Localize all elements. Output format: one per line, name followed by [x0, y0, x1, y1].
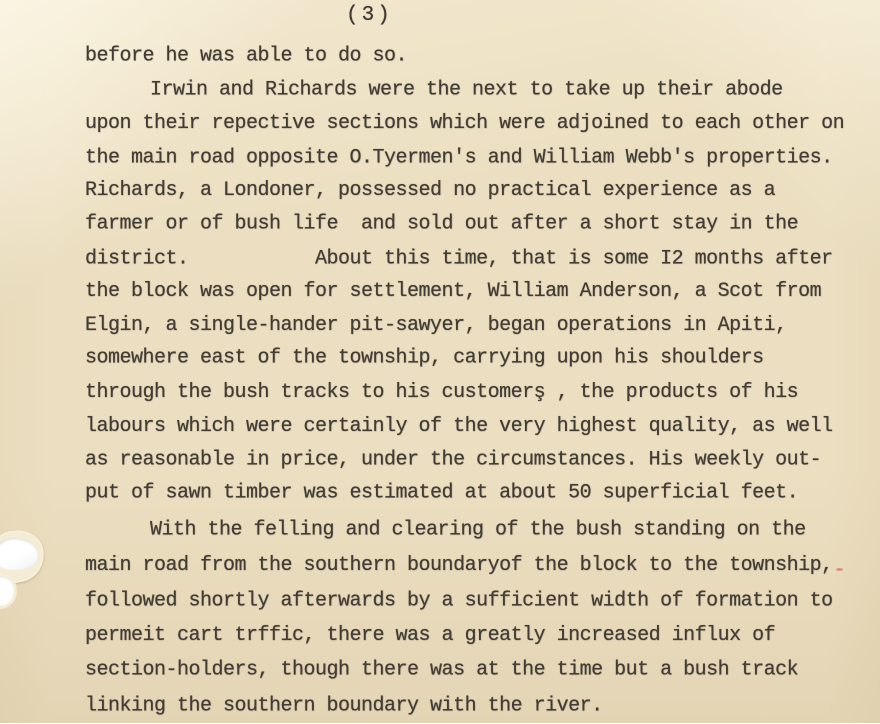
- paragraph: [85, 74, 865, 511]
- text-line: followed shortly afterwards by a sufficient width of formation to: [85, 589, 833, 613]
- text-line: farmer or of bush life and sold out after a short stay in the: [85, 212, 799, 236]
- red-ink-smudge: [836, 568, 843, 571]
- text-line: district. About this time, that is some I2 months after: [85, 247, 833, 271]
- text-line: before he was able to do so.: [85, 44, 408, 68]
- text-line: Elgin, a single-hander pit-sawyer, began operations in Apiti,: [85, 313, 787, 337]
- paragraph: [85, 513, 865, 723]
- text-line: as reasonable in price, under the circumstances. His weekly out-: [85, 448, 822, 472]
- paragraph: [85, 40, 865, 74]
- text-line: put of sawn timber was estimated at about 50 superficial feet.: [85, 481, 799, 505]
- text-line: Irwin and Richards were the next to take up their abode: [150, 78, 783, 102]
- text-line: labours which were certainly of the very highest quality, as well: [85, 414, 833, 438]
- page-number: (3): [346, 4, 393, 27]
- text-line: somewhere east of the township, carrying upon his shoulders: [85, 346, 764, 370]
- text-line: linking the southern boundary with the river.: [85, 694, 603, 718]
- text-line: permeit cart trffic, there was a greatly increased influx of: [85, 624, 776, 648]
- paper-tear: [0, 524, 50, 614]
- text-line: Richards, a Londoner, possessed no practical experience as a: [85, 179, 776, 203]
- text-line: section-holders, though there was at the time but a bush track: [85, 658, 799, 682]
- text-line: upon their repective sections which were adjoined to each other on: [85, 112, 845, 136]
- text-line: the main road opposite O.Tyermen's and William Webb's properties.: [85, 146, 833, 170]
- typewritten-text: [85, 40, 865, 723]
- text-line: main road from the southern boundaryof the block to the township,: [85, 554, 833, 578]
- text-line: With the felling and clearing of the bush standing on the: [150, 518, 806, 542]
- text-line: through the bush tracks to his customerş , the products of his: [85, 380, 799, 404]
- text-line: the block was open for settlement, William Anderson, a Scot from: [85, 280, 822, 304]
